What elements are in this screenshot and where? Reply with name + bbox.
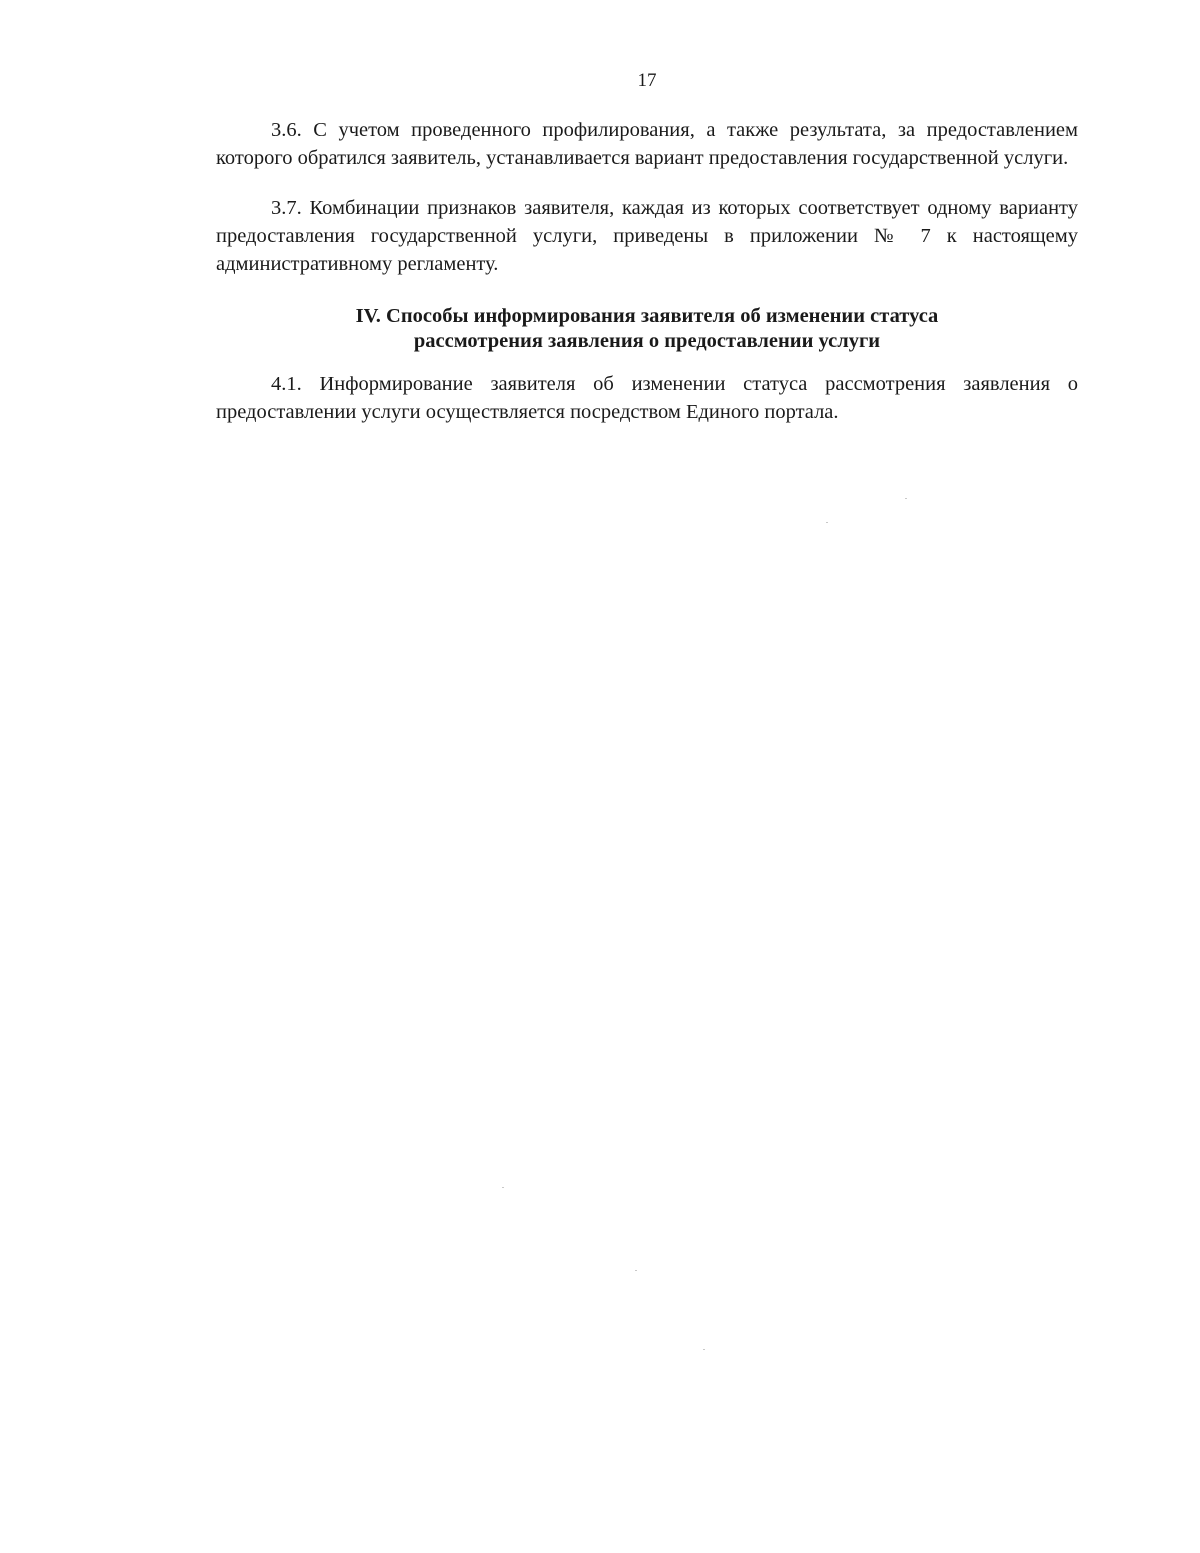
paragraph-3-7: 3.7. Комбинации признаков заявителя, каждая из которых соответствует одному варианту предоставления государственной услуги, приведены в приложении № 7 к настоящему административному регламенту. — [216, 197, 1078, 275]
section-heading-line-2: рассмотрения заявления о предоставлении услуги — [413, 330, 881, 352]
section-heading-line-1: IV. Способы информирования заявителя об изменении статуса — [355, 305, 939, 327]
scan-speck — [502, 1187, 504, 1188]
paragraph-4-1: 4.1. Информирование заявителя об изменении статуса рассмотрения заявления о предоставлении услуги осуществляется посредством Единого портала. — [216, 373, 1078, 423]
scan-speck — [703, 1349, 705, 1350]
scan-speck — [905, 498, 907, 499]
scan-speck — [826, 522, 828, 523]
paragraph-3-6: 3.6. С учетом проведенного профилирования, а также результата, за предоставлением которого обратился заявитель, устанавливается вариант предоставления государственной услуги. — [216, 119, 1078, 169]
document-body — [216, 116, 1078, 426]
scan-speck — [635, 1270, 637, 1271]
section-heading — [216, 304, 1078, 354]
page-number: 17 — [637, 70, 657, 91]
